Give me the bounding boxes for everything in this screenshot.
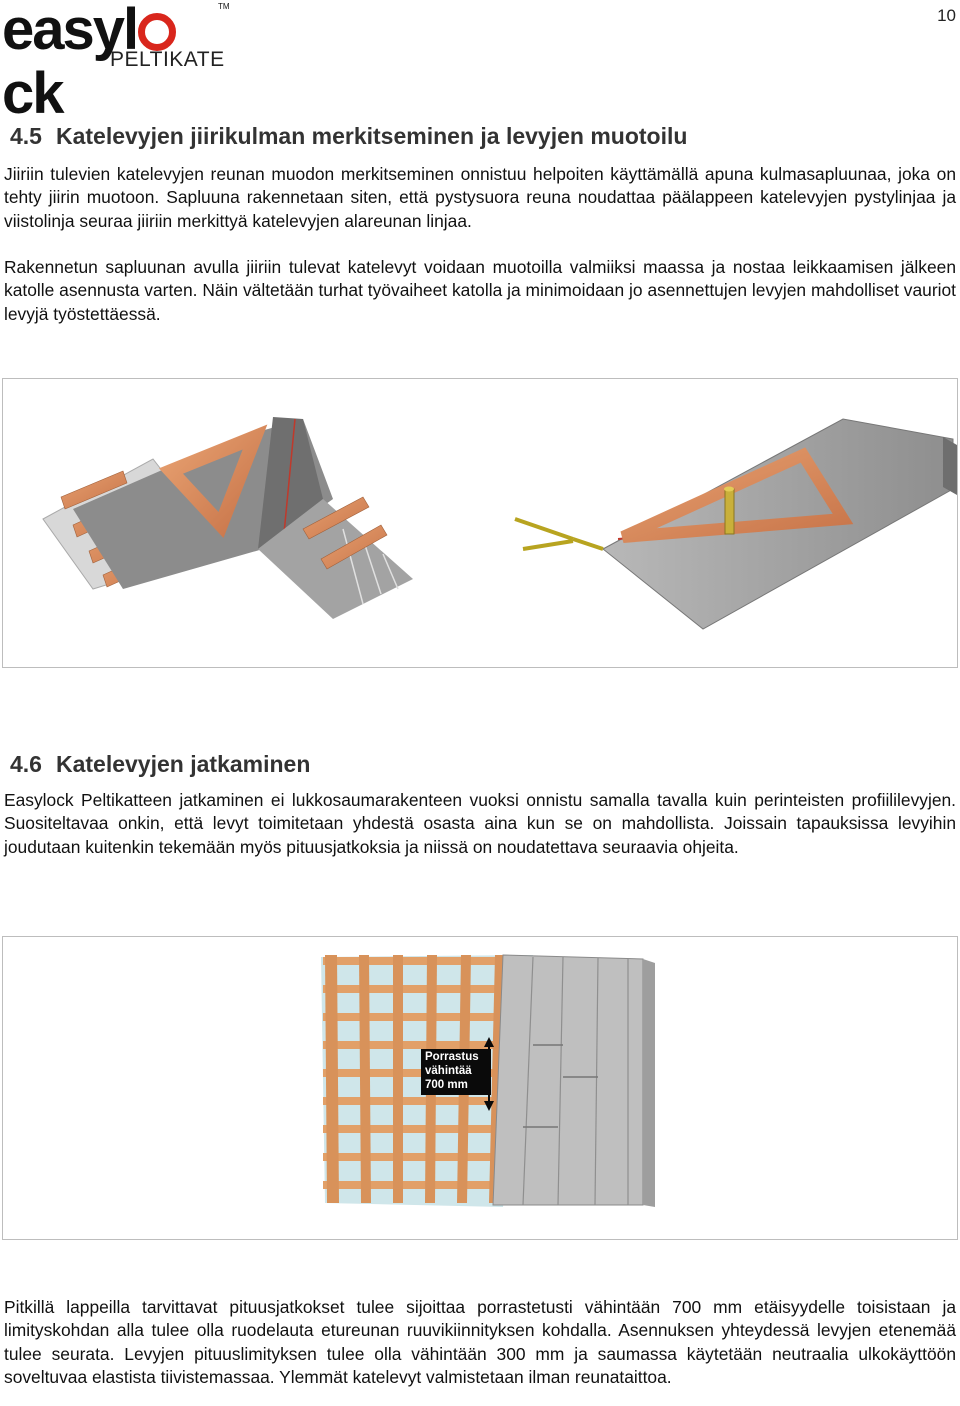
trademark: TM xyxy=(218,2,230,11)
section-heading-4-6 xyxy=(10,751,310,778)
paragraph-4-6-2: Pitkillä lappeilla tarvittavat pituusjatkokset tulee sijoittaa porrastetusti vähintään 700 mm etäisyydelle toisistaan ja limityskohdan alla tulee olla ruodelauta etureunan ruuvikiinnityksen kohdalla. Asennuksen yhteydessä levyjen etenemää tulee seurata. Levyjen pituuslimityksen tulee olla vähintään 300 mm ja saumassa käytetään neutraalia ulkokäyttöön soveltuvaa elastista tiivistemassaa. Ylemmät katelevyt valmistetaan ilman reunataittoa. xyxy=(4,1297,956,1387)
logo-text-part-1: easyl xyxy=(2,0,138,62)
sheet-marking-scene xyxy=(515,419,957,629)
section-heading-4-5 xyxy=(10,123,687,150)
logo-subtitle: PELTIKATE xyxy=(110,48,225,71)
section-number: 4.6 xyxy=(10,751,42,777)
section-title: Katelevyjen jatkaminen xyxy=(55,751,311,777)
figure-valley-template xyxy=(2,378,958,668)
figure-staggered-joints xyxy=(2,936,958,1240)
paragraph-4-6-1: Easylock Peltikatteen jatkaminen ei lukkosaumarakenteen vuoksi onnistu samalla tavalla kuin perinteisten profiililevyjen. Suositeltavaa onkin, että levyt toimitetaan yhdestä osasta aina kun se on mahdollista. Joissain tapauksissa levyihin joudutaan kuitenkin tekemään myös pituusjatkoksia ja niissä on noudatettava seuraavia ohjeita. xyxy=(4,790,956,857)
lock-o-icon xyxy=(138,13,176,51)
page-number: 10 xyxy=(937,6,956,25)
valley-template-illustration xyxy=(3,379,957,667)
tin-snips-icon xyxy=(515,519,603,549)
easylock-logo xyxy=(2,0,232,126)
paragraph-4-5-1: Jiiriin tulevien katelevyjen reunan muodon merkitseminen onnistuu helpoiten käyttämällä apuna kulmasapluunaa, joka on tehty jiirin muotoon. Sapluuna rakennetaan siten, että pystysuora reuna noudattaa päälappeen katelevyjen pystylinjaa ja viistolinja seuraa jiiriin merkittyä katelevyjen alareunan linjaa. xyxy=(4,164,956,231)
logo-text-part-2: ck xyxy=(2,61,63,126)
section-title: Katelevyjen jiirikulman merkitseminen ja levyjen muotoilu xyxy=(55,123,688,149)
stagger-label xyxy=(425,1050,491,1092)
roof-valley-scene xyxy=(43,417,413,619)
stagger-label-line-2: vähintää xyxy=(425,1065,472,1077)
stagger-label-line-3: 700 mm xyxy=(425,1079,468,1091)
paragraph-4-5-2: Rakennetun sapluunan avulla jiiriin tulevat katelevyt voidaan muotoilla valmiiksi maassa ja nostaa leikkaamisen jälkeen katolle asennusta varten. Näin vältetään turhat työvaiheet katolla ja minimoidaan jo asennettujen levyjen mahdolliset vauriot levyjä työstettäessä. xyxy=(4,257,956,324)
stagger-label-line-1: Porrastus xyxy=(425,1051,479,1063)
section-number: 4.5 xyxy=(10,123,42,149)
